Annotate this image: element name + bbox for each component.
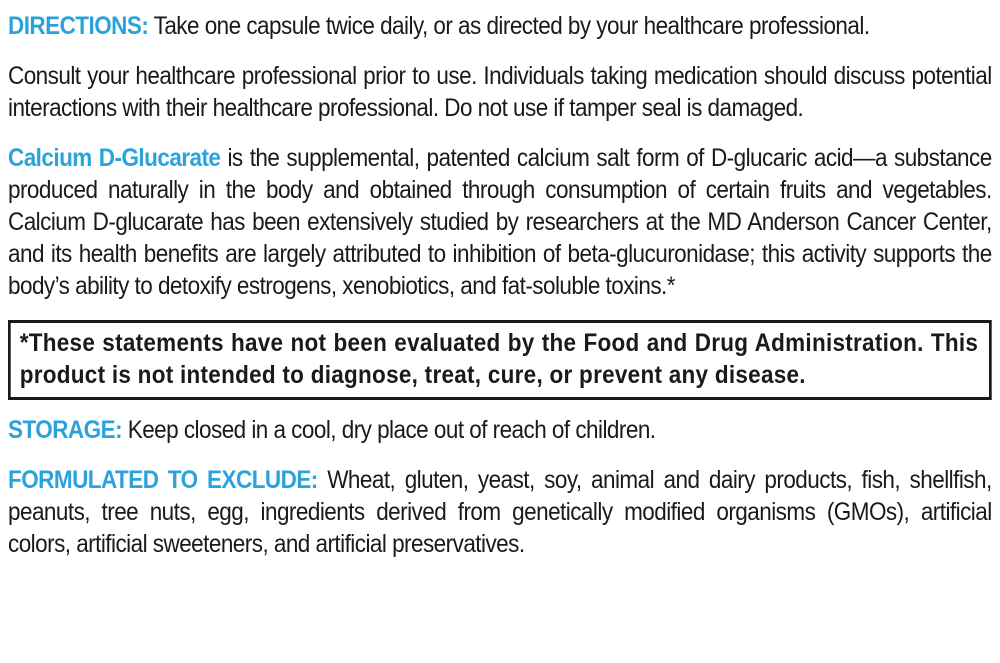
supplement-label-text xyxy=(8,10,992,578)
directions-text: Take one capsule twice daily, or as directed by your healthcare professional. xyxy=(148,12,870,40)
exclusions-text: Wheat, gluten, yeast, soy, animal and dairy products, fish, shellfish, peanuts, tree nuts, egg, ingredients derived from genetically modified organisms (GMOs), artificial colors, artificial sweeteners, and artificial preservatives. xyxy=(8,466,992,558)
exclusions-paragraph xyxy=(8,464,992,560)
exclusions-heading: FORMULATED TO EXCLUDE: xyxy=(8,466,318,494)
description-paragraph xyxy=(8,142,992,302)
consult-paragraph: Consult your healthcare professional prior to use. Individuals taking medication should discuss potential interactions with their healthcare professional. Do not use if tamper seal is damaged. xyxy=(8,62,992,122)
product-name: Calcium D-Glucarate xyxy=(8,144,221,172)
fda-disclaimer-box: *These statements have not been evaluated by the Food and Drug Administration. This product is not intended to diagnose, treat, cure, or prevent any disease. xyxy=(8,320,992,400)
storage-text: Keep closed in a cool, dry place out of reach of children. xyxy=(122,416,656,444)
storage-paragraph xyxy=(8,414,992,446)
description-text: is the supplemental, patented calcium salt form of D-glucaric acid—a substance produced naturally in the body and obtained through consumption of certain fruits and vegetables. Calcium D-glucarate has been extensively studied by researchers at the MD Anderson Cancer Center, and its health benefits are largely attributed to inhibition of beta-glucuronidase; this activity supports the body’s ability to detoxify estrogens, xenobiotics, and fat-soluble toxins.* xyxy=(8,144,992,300)
directions-heading: DIRECTIONS: xyxy=(8,12,149,40)
directions-paragraph xyxy=(8,10,992,42)
storage-heading: STORAGE: xyxy=(8,416,123,444)
